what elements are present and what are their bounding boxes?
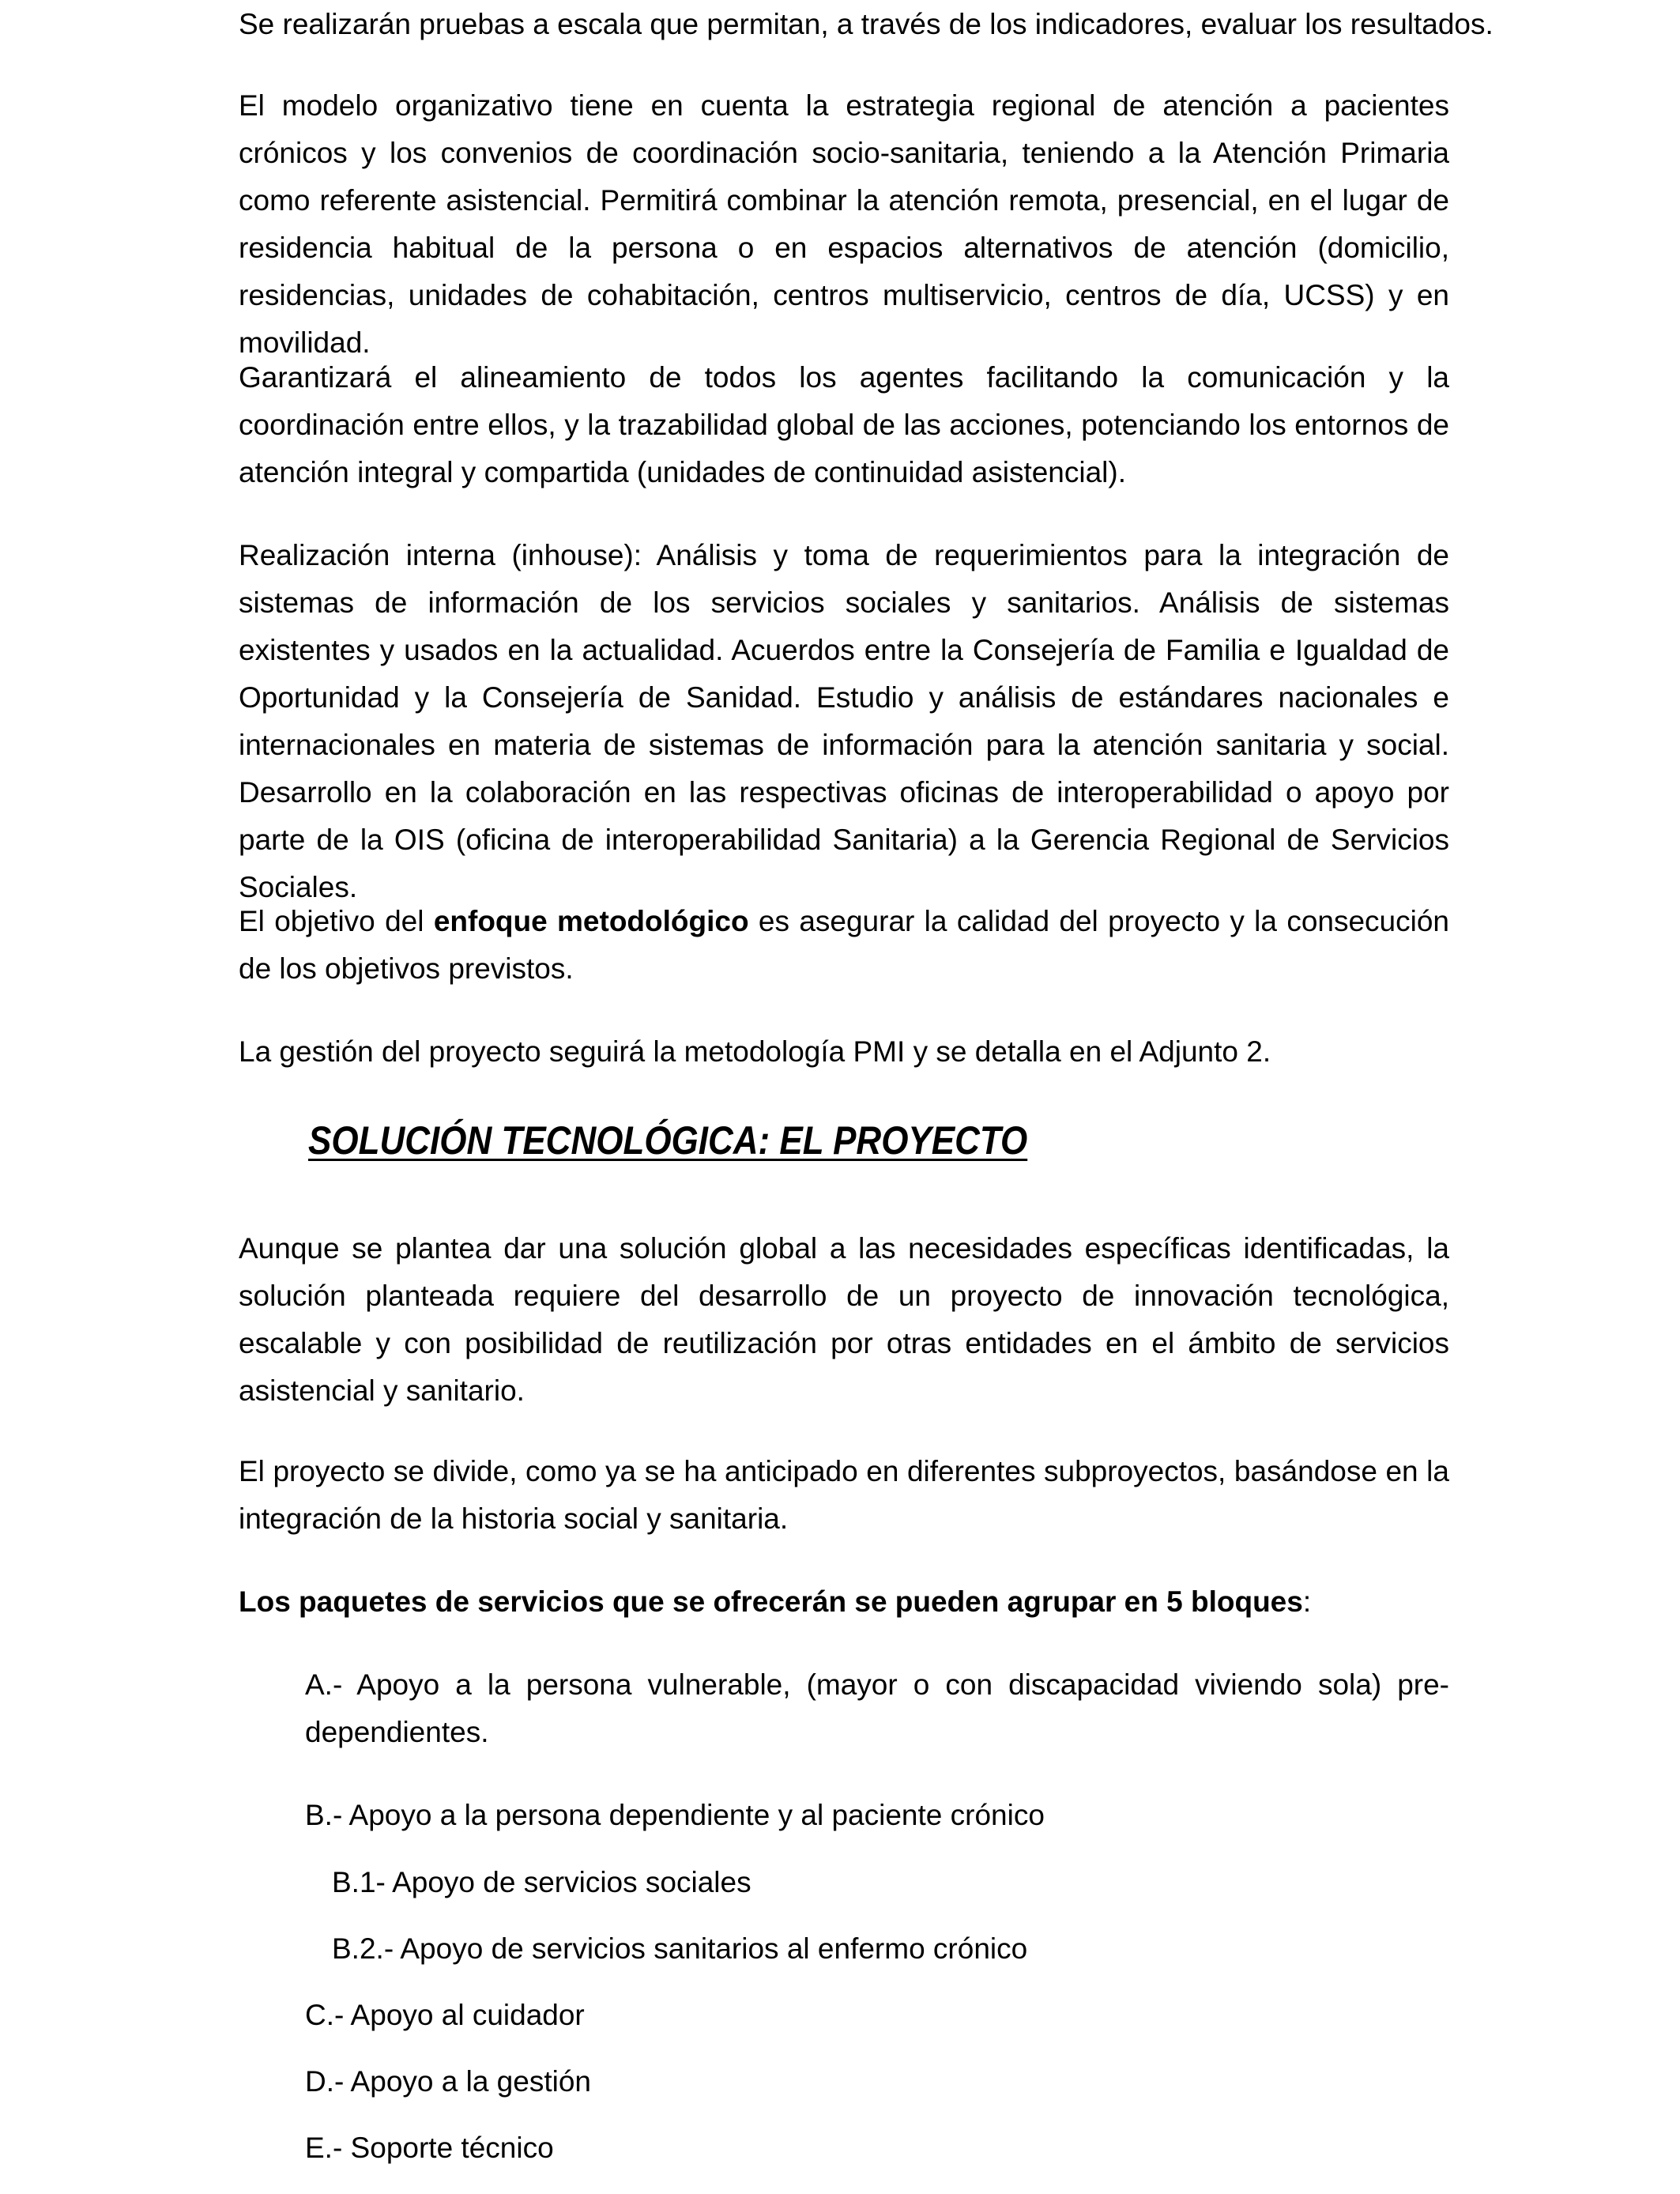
paragraph-gestion-pmi: La gestión del proyecto seguirá la metodología PMI y se detalla en el Adjunto 2.: [239, 1035, 1271, 1068]
paragraph-enfoque-metodologico: [239, 898, 1449, 993]
section-heading: SOLUCIÓN TECNOLÓGICA: EL PROYECTO: [308, 1118, 1028, 1163]
paquetes-servicios-bold: Los paquetes de servicios que se ofrecerán se pueden agrupar en 5 bloques: [239, 1585, 1303, 1618]
list-item-b: B.- Apoyo a la persona dependiente y al paciente crónico: [305, 1799, 1045, 1831]
paragraph-alineamiento: Garantizará el alineamiento de todos los agentes facilitando la comunicación y la coordinación entre ellos, y la trazabilidad global de las acciones, potenciando los entornos de atención integral y compartida (unidades de continuidad asistencial).: [239, 361, 1449, 488]
paquetes-servicios-colon: :: [1302, 1585, 1312, 1618]
list-item-b1: B.1- Apoyo de servicios sociales: [332, 1866, 751, 1898]
paragraph-enfoque-text-after: es asegurar la calidad del proyecto y la consecución de los objetivos previstos.: [239, 905, 1450, 985]
paragraph-solucion-global: Aunque se plantea dar una solución global a las necesidades específicas identificadas, la solución planteada requiere del desarrollo de un proyecto de innovación tecnológica, escalable y con posibilidad de reutilización por otras entidades en el ámbito de servicios asistencial y sanitario.: [239, 1232, 1449, 1407]
list-item-d: D.- Apoyo a la gestión: [305, 2065, 591, 2098]
paragraph-paquetes-servicios: [239, 1578, 1311, 1626]
paragraph-proyecto-divide: El proyecto se divide, como ya se ha anticipado en diferentes subproyectos, basándose en la integración de la historia social y sanitaria.: [239, 1455, 1449, 1535]
paragraph-pruebas-escala: Se realizarán pruebas a escala que permitan, a través de los indicadores, evaluar los resultados.: [239, 8, 1494, 40]
list-item-a: A.- Apoyo a la persona vulnerable, (mayor o con discapacidad viviendo sola) pre-dependientes.: [305, 1668, 1449, 1748]
enfoque-metodologico-bold: enfoque metodológico: [433, 905, 749, 937]
paragraph-realizacion-interna: Realización interna (inhouse): Análisis y toma de requerimientos para la integración de sistemas de información de los servicios sociales y sanitarios. Análisis de sistemas existentes y usados en la actualidad. Acuerdos entre la Consejería de Familia e Igualdad de Oportunidad y la Consejería de Sanidad. Estudio y análisis de estándares nacionales e internacionales en materia de sistemas de información para la atención sanitaria y social. Desarrollo en la colaboración en las respectivas oficinas de interoperabilidad o apoyo por parte de la OIS (oficina de interoperabilidad Sanitaria) a la Gerencia Regional de Servicios Sociales.: [239, 539, 1449, 903]
paragraph-modelo-organizativo: El modelo organizativo tiene en cuenta la estrategia regional de atención a pacientes crónicos y los convenios de coordinación socio-sanitaria, teniendo a la Atención Primaria como referente asistencial. Permitirá combinar la atención remota, presencial, en el lugar de residencia habitual de la persona o en espacios alternativos de atención (domicilio, residencias, unidades de cohabitación, centros multiservicio, centros de día, UCSS) y en movilidad.: [239, 89, 1449, 359]
list-item-c: C.- Apoyo al cuidador: [305, 1999, 585, 2031]
list-item-e: E.- Soporte técnico: [305, 2132, 554, 2164]
list-item-b2: B.2.- Apoyo de servicios sanitarios al enfermo crónico: [332, 1932, 1028, 1965]
paragraph-enfoque-text-before: El objetivo del: [239, 905, 434, 937]
